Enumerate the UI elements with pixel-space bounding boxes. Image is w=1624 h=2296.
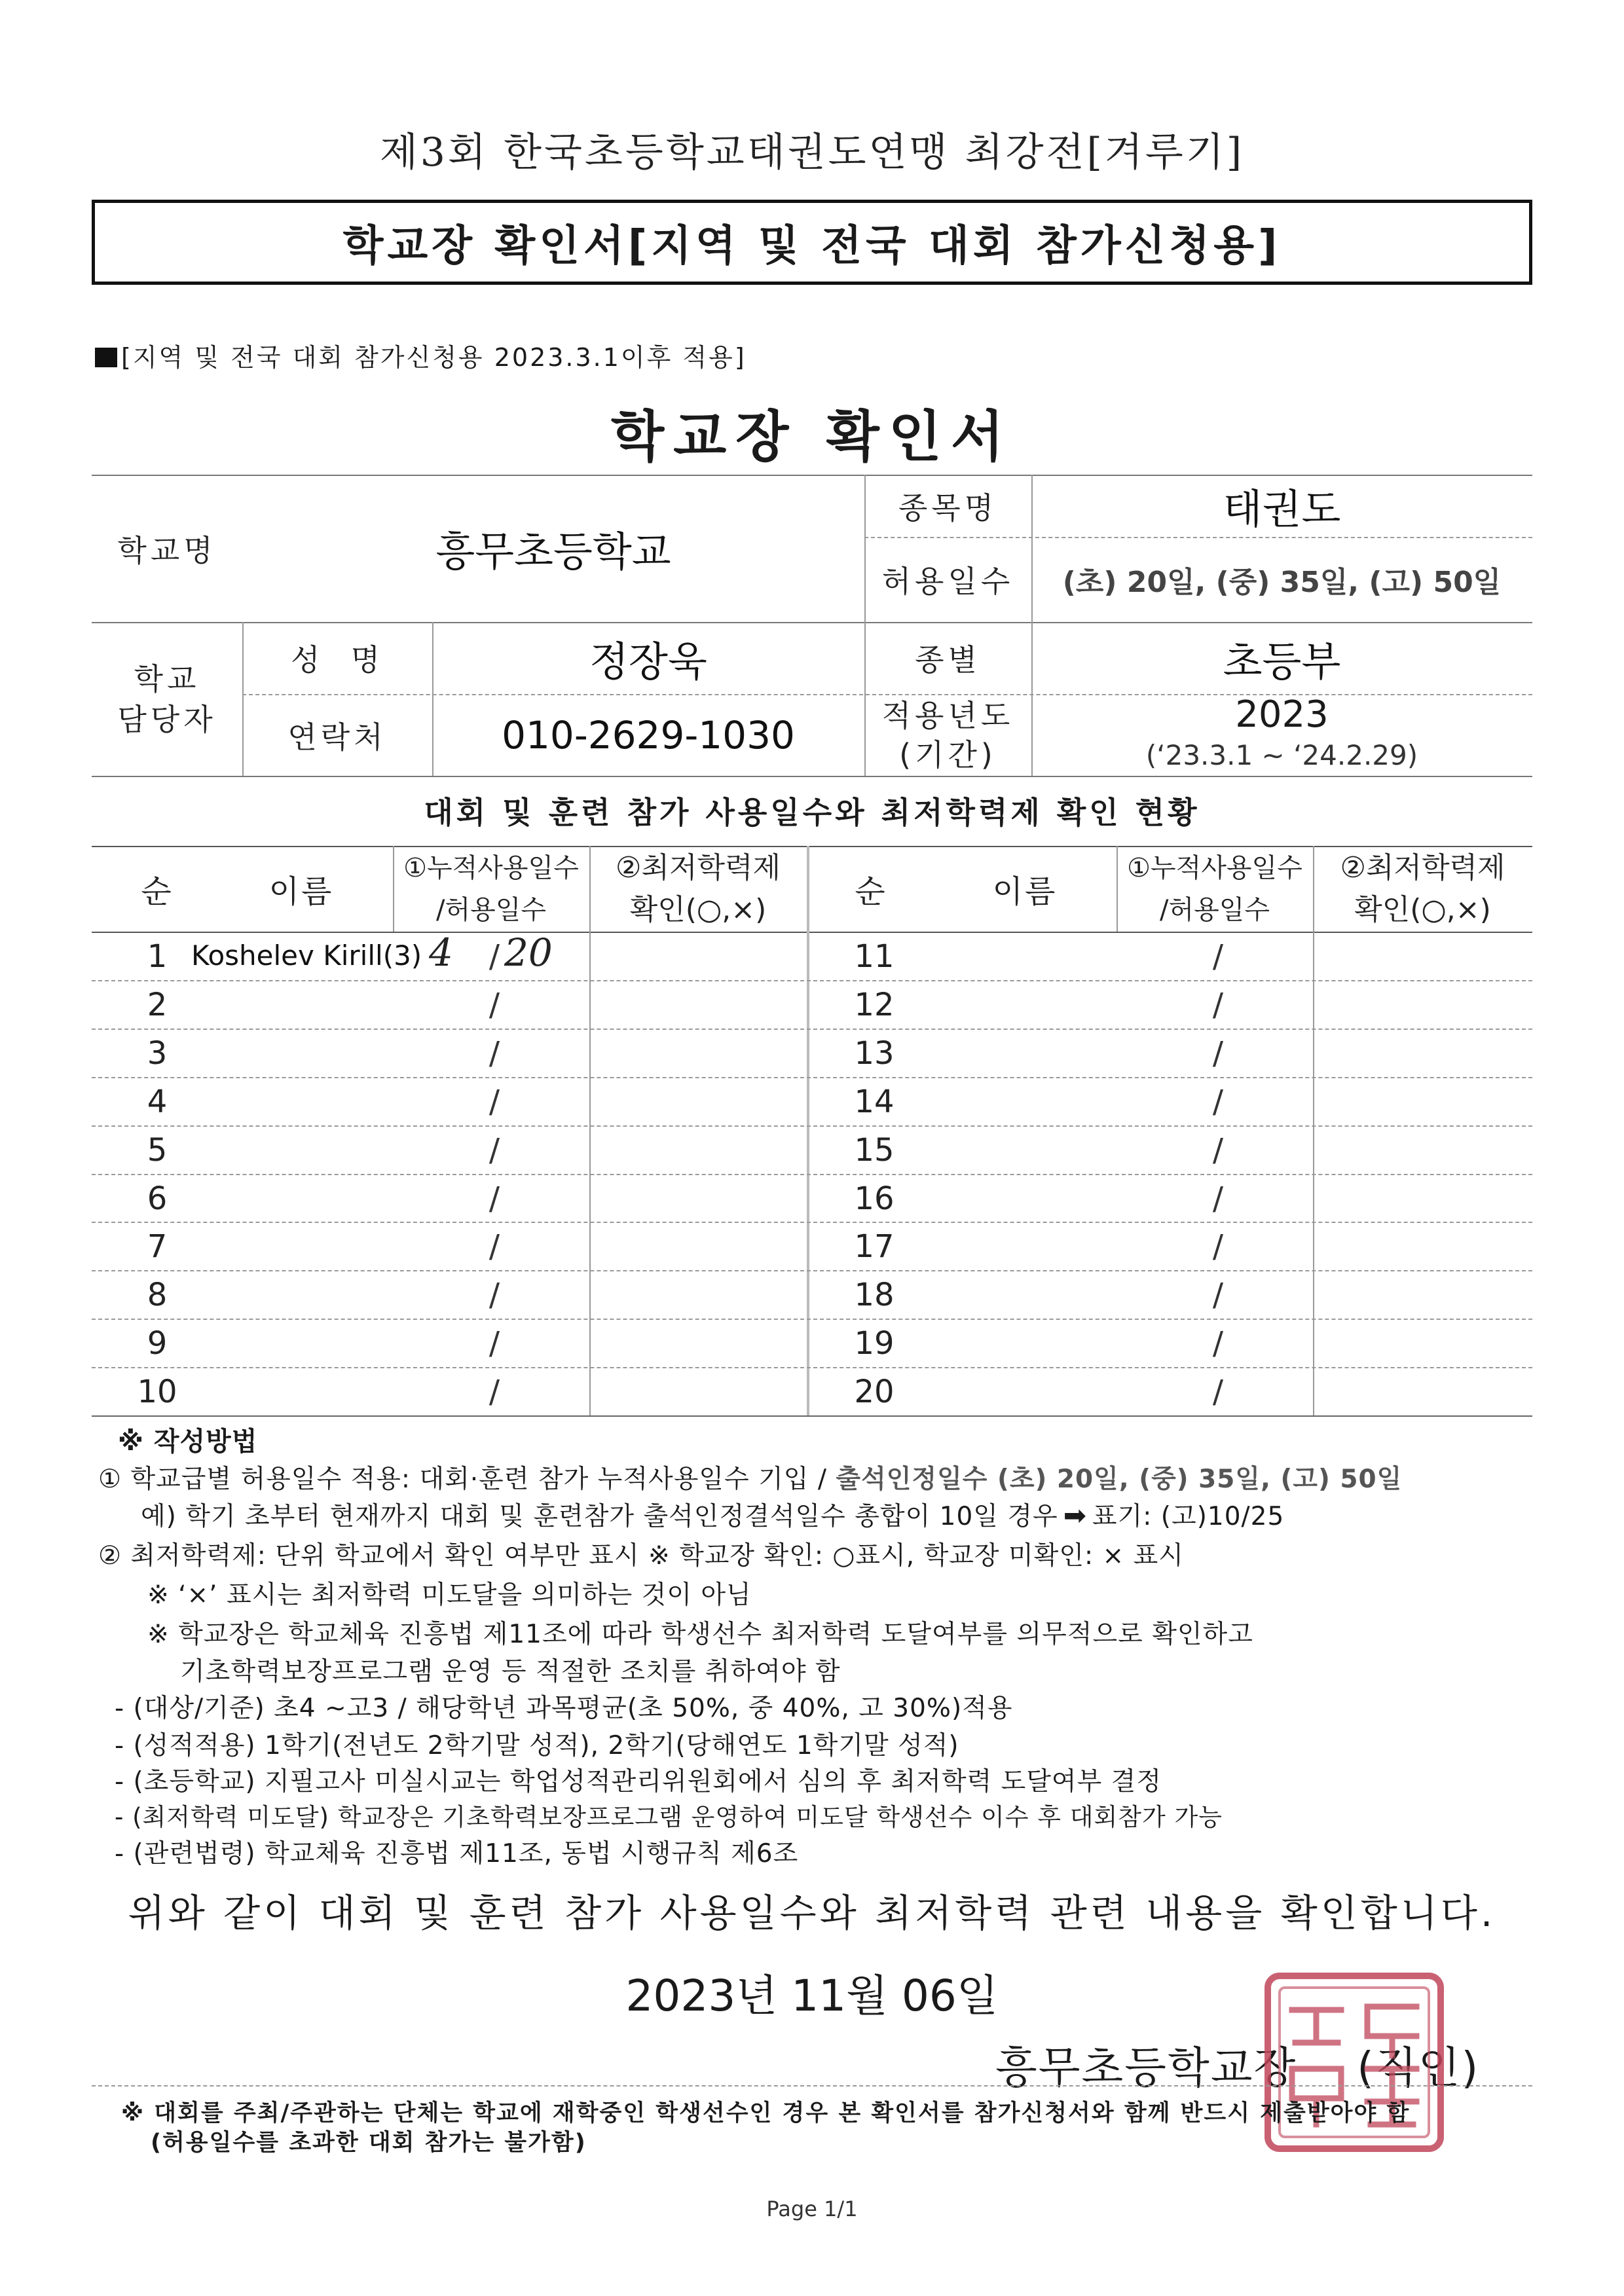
confirmation-statement: 위와 같이 대회 및 훈련 참가 사용일수와 최저학력 관련 내용을 확인합니다. xyxy=(128,1891,1496,1935)
note-10: - (최저학력 미도달) 학교장은 기초학력보장프로그램 운영하여 미도달 학생선수 이수 후 대회참가 가능 xyxy=(115,1803,1223,1831)
year-value-cell xyxy=(1031,694,1532,776)
note-8: - (성적적용) 1학기(전년도 2학기말 성적), 2학기(당해연도 1학기말 성적) xyxy=(115,1731,959,1760)
row-number: 20 xyxy=(854,1374,895,1411)
note-9: - (초등학교) 지필고사 미실시교는 학업성적관리위원회에서 심의 후 최저학력 도달여부 결정 xyxy=(115,1767,1162,1796)
header-days-line1: ①누적사용일수 xyxy=(403,852,579,883)
allowed-days: 20 xyxy=(504,930,553,975)
allowed-days-label: 허용일수 xyxy=(881,564,1014,599)
row-number: 13 xyxy=(854,1034,895,1072)
header-no-right: 순 xyxy=(855,873,887,910)
division-value: 초등부 xyxy=(1223,637,1341,685)
note-2 xyxy=(141,1496,1284,1533)
row-number: 6 xyxy=(147,1180,168,1217)
header-days-line2: /허용일수 xyxy=(435,894,547,925)
days-separator: / xyxy=(489,1228,500,1266)
header-days-line1: ①누적사용일수 xyxy=(1127,852,1302,883)
row-number: 18 xyxy=(854,1277,895,1314)
allowed-days-value: (초) 20일, (중) 35일, (고) 50일 xyxy=(1062,566,1502,599)
contact-name-value: 정장욱 xyxy=(589,637,707,685)
days-separator: / xyxy=(489,1131,500,1169)
year-label-line2: (기간) xyxy=(899,737,997,773)
principal-signature-line: 흥무초등학교장 (직인) xyxy=(995,2043,1480,2093)
year-label-line1: 적용년도 xyxy=(881,697,1014,733)
row-number: 8 xyxy=(147,1277,168,1314)
days-separator: / xyxy=(1212,1083,1224,1120)
row-number: 10 xyxy=(137,1374,177,1411)
contact-group-label xyxy=(92,622,242,776)
days-separator: / xyxy=(489,1325,500,1362)
header-academic-left xyxy=(589,846,807,932)
note-11: - (관련법령) 학교체육 진흥법 제11조, 동법 시행규칙 제6조 xyxy=(115,1839,799,1868)
header-days-left xyxy=(393,846,589,932)
year-label xyxy=(864,694,1031,776)
row-number: 3 xyxy=(147,1034,168,1072)
days-separator: / xyxy=(489,1083,500,1120)
note-1 xyxy=(98,1459,1402,1495)
row-number: 4 xyxy=(147,1083,168,1120)
header-days-right xyxy=(1116,846,1313,932)
note-2-text: 예) 학기 초부터 현재까지 대회 및 훈련참가 출석인정결석일수 총합이 10일 경우 xyxy=(141,1502,1058,1531)
header-name-right: 이름 xyxy=(992,873,1058,910)
footnote-limit: (허용일수를 초과한 대회 참가는 불가함) xyxy=(151,2130,587,2156)
issue-date: 2023년 11월 06일 xyxy=(625,1971,999,2021)
header-academic-line1: ②최저학력제 xyxy=(616,850,781,884)
days-separator: / xyxy=(1212,1180,1224,1217)
phone-value: 010-2629-1030 xyxy=(502,712,795,757)
square-bullet-icon xyxy=(95,348,117,367)
box-title: 학교장 확인서[지역 및 전국 대회 참가신청용] xyxy=(342,222,1282,270)
used-days: 4 xyxy=(429,930,453,975)
phone-label: 연락처 xyxy=(287,719,387,755)
days-separator: / xyxy=(489,1180,500,1217)
header-academic-line2: 확인(○,×) xyxy=(629,892,767,926)
contact-group-label-line1: 학교 xyxy=(134,661,200,697)
days-separator: / xyxy=(489,1277,500,1314)
contact-group-label-line2: 담당자 xyxy=(117,701,217,737)
days-separator: / xyxy=(1212,1228,1224,1266)
row-number: 17 xyxy=(854,1228,895,1266)
name-label: 성 명 xyxy=(290,642,384,678)
days-separator: / xyxy=(1212,1131,1224,1169)
row-number: 14 xyxy=(854,1083,895,1120)
header-academic-line2: 확인(○,×) xyxy=(1354,892,1491,926)
row-number: 11 xyxy=(854,938,895,975)
footnote-submission: ※ 대회를 주최/주관하는 단체는 학교에 재학중인 학생선수인 경우 본 확인서를 참가신청서와 함께 반드시 제출받아야 함 xyxy=(121,2100,1411,2126)
header-academic-line1: ②최저학력제 xyxy=(1340,850,1505,884)
days-separator: / xyxy=(489,1034,500,1072)
note-4: ※ ‘×’ 표시는 최저학력 미도달을 의미하는 것이 아님 xyxy=(147,1580,752,1610)
row-number: 19 xyxy=(854,1325,895,1362)
year-period: (‘23.3.1 ~ ‘24.2.29) xyxy=(1145,738,1418,771)
row-number: 5 xyxy=(147,1131,168,1169)
student-name: Koshelev Kirill(3) xyxy=(191,939,422,972)
usage-tag-text: [지역 및 전국 대회 참가신청용 2023.3.1이후 적용] xyxy=(121,343,747,372)
note-1-highlight: 출석인정일수 (초) 20일, (중) 35일, (고) 50일 xyxy=(836,1465,1403,1494)
row-number: 7 xyxy=(147,1228,168,1266)
note-7: - (대상/기준) 초4 ~고3 / 해당학년 과목평균(초 50%, 중 40%, 고 30%)적용 xyxy=(115,1694,1013,1723)
row-number: 9 xyxy=(147,1325,168,1362)
row-number: 15 xyxy=(854,1131,895,1169)
header-academic-right xyxy=(1313,846,1532,932)
days-separator: / xyxy=(1212,1325,1224,1362)
header-name-left: 이름 xyxy=(268,873,334,910)
header-no-left: 순 xyxy=(141,873,174,910)
days-separator: / xyxy=(489,938,500,975)
status-title: 대회 및 훈련 참가 사용일수와 최저학력제 확인 현황 xyxy=(424,795,1200,830)
days-separator: / xyxy=(489,1374,500,1411)
note-3: ② 최저학력제: 단위 학교에서 확인 여부만 표시 ※ 학교장 확인: ○표시, 학교장 미확인: × 표시 xyxy=(98,1541,1184,1571)
year-value: 2023 xyxy=(1235,693,1329,736)
days-separator: / xyxy=(1212,938,1224,975)
note-1-text: ① 학교급별 허용일수 적용: 대회·훈련 참가 누적사용일수 기입 / xyxy=(98,1465,836,1494)
note-5: ※ 학교장은 학교체육 진흥법 제11조에 따라 학생선수 최저학력 도달여부를 의무적으로 확인하고 xyxy=(147,1620,1253,1649)
event-label: 종목명 xyxy=(898,490,998,526)
usage-tag xyxy=(95,337,747,373)
days-separator: / xyxy=(1212,986,1224,1023)
right-arrow-icon: ➡ xyxy=(1063,1499,1087,1531)
division-label: 종별 xyxy=(915,642,981,678)
days-separator: / xyxy=(1212,1277,1224,1314)
note-2-example: 표기: (고)10/25 xyxy=(1092,1502,1285,1531)
header-days-line2: /허용일수 xyxy=(1159,894,1270,925)
title-box xyxy=(92,200,1532,285)
event-value: 태권도 xyxy=(1223,485,1341,533)
days-separator: / xyxy=(1212,1034,1224,1072)
row-number: 2 xyxy=(147,986,168,1023)
note-6: 기초학력보장프로그램 운영 등 적절한 조치를 취하여야 함 xyxy=(180,1657,841,1686)
days-separator: / xyxy=(489,986,500,1023)
days-separator: / xyxy=(1212,1374,1224,1411)
school-value: 흥무초등학교 xyxy=(435,528,671,575)
document-title: 학교장 확인서 xyxy=(610,405,1014,469)
row-number: 12 xyxy=(854,986,895,1023)
page-number: Page 1/1 xyxy=(766,2196,858,2221)
school-label: 학교명 xyxy=(117,532,217,568)
row-number: 16 xyxy=(854,1180,895,1217)
notes-heading: ※ 작성방법 xyxy=(118,1427,258,1457)
competition-title: 제3회 한국초등학교태권도연맹 최강전[겨루기] xyxy=(379,130,1245,175)
row-number: 1 xyxy=(147,938,168,975)
